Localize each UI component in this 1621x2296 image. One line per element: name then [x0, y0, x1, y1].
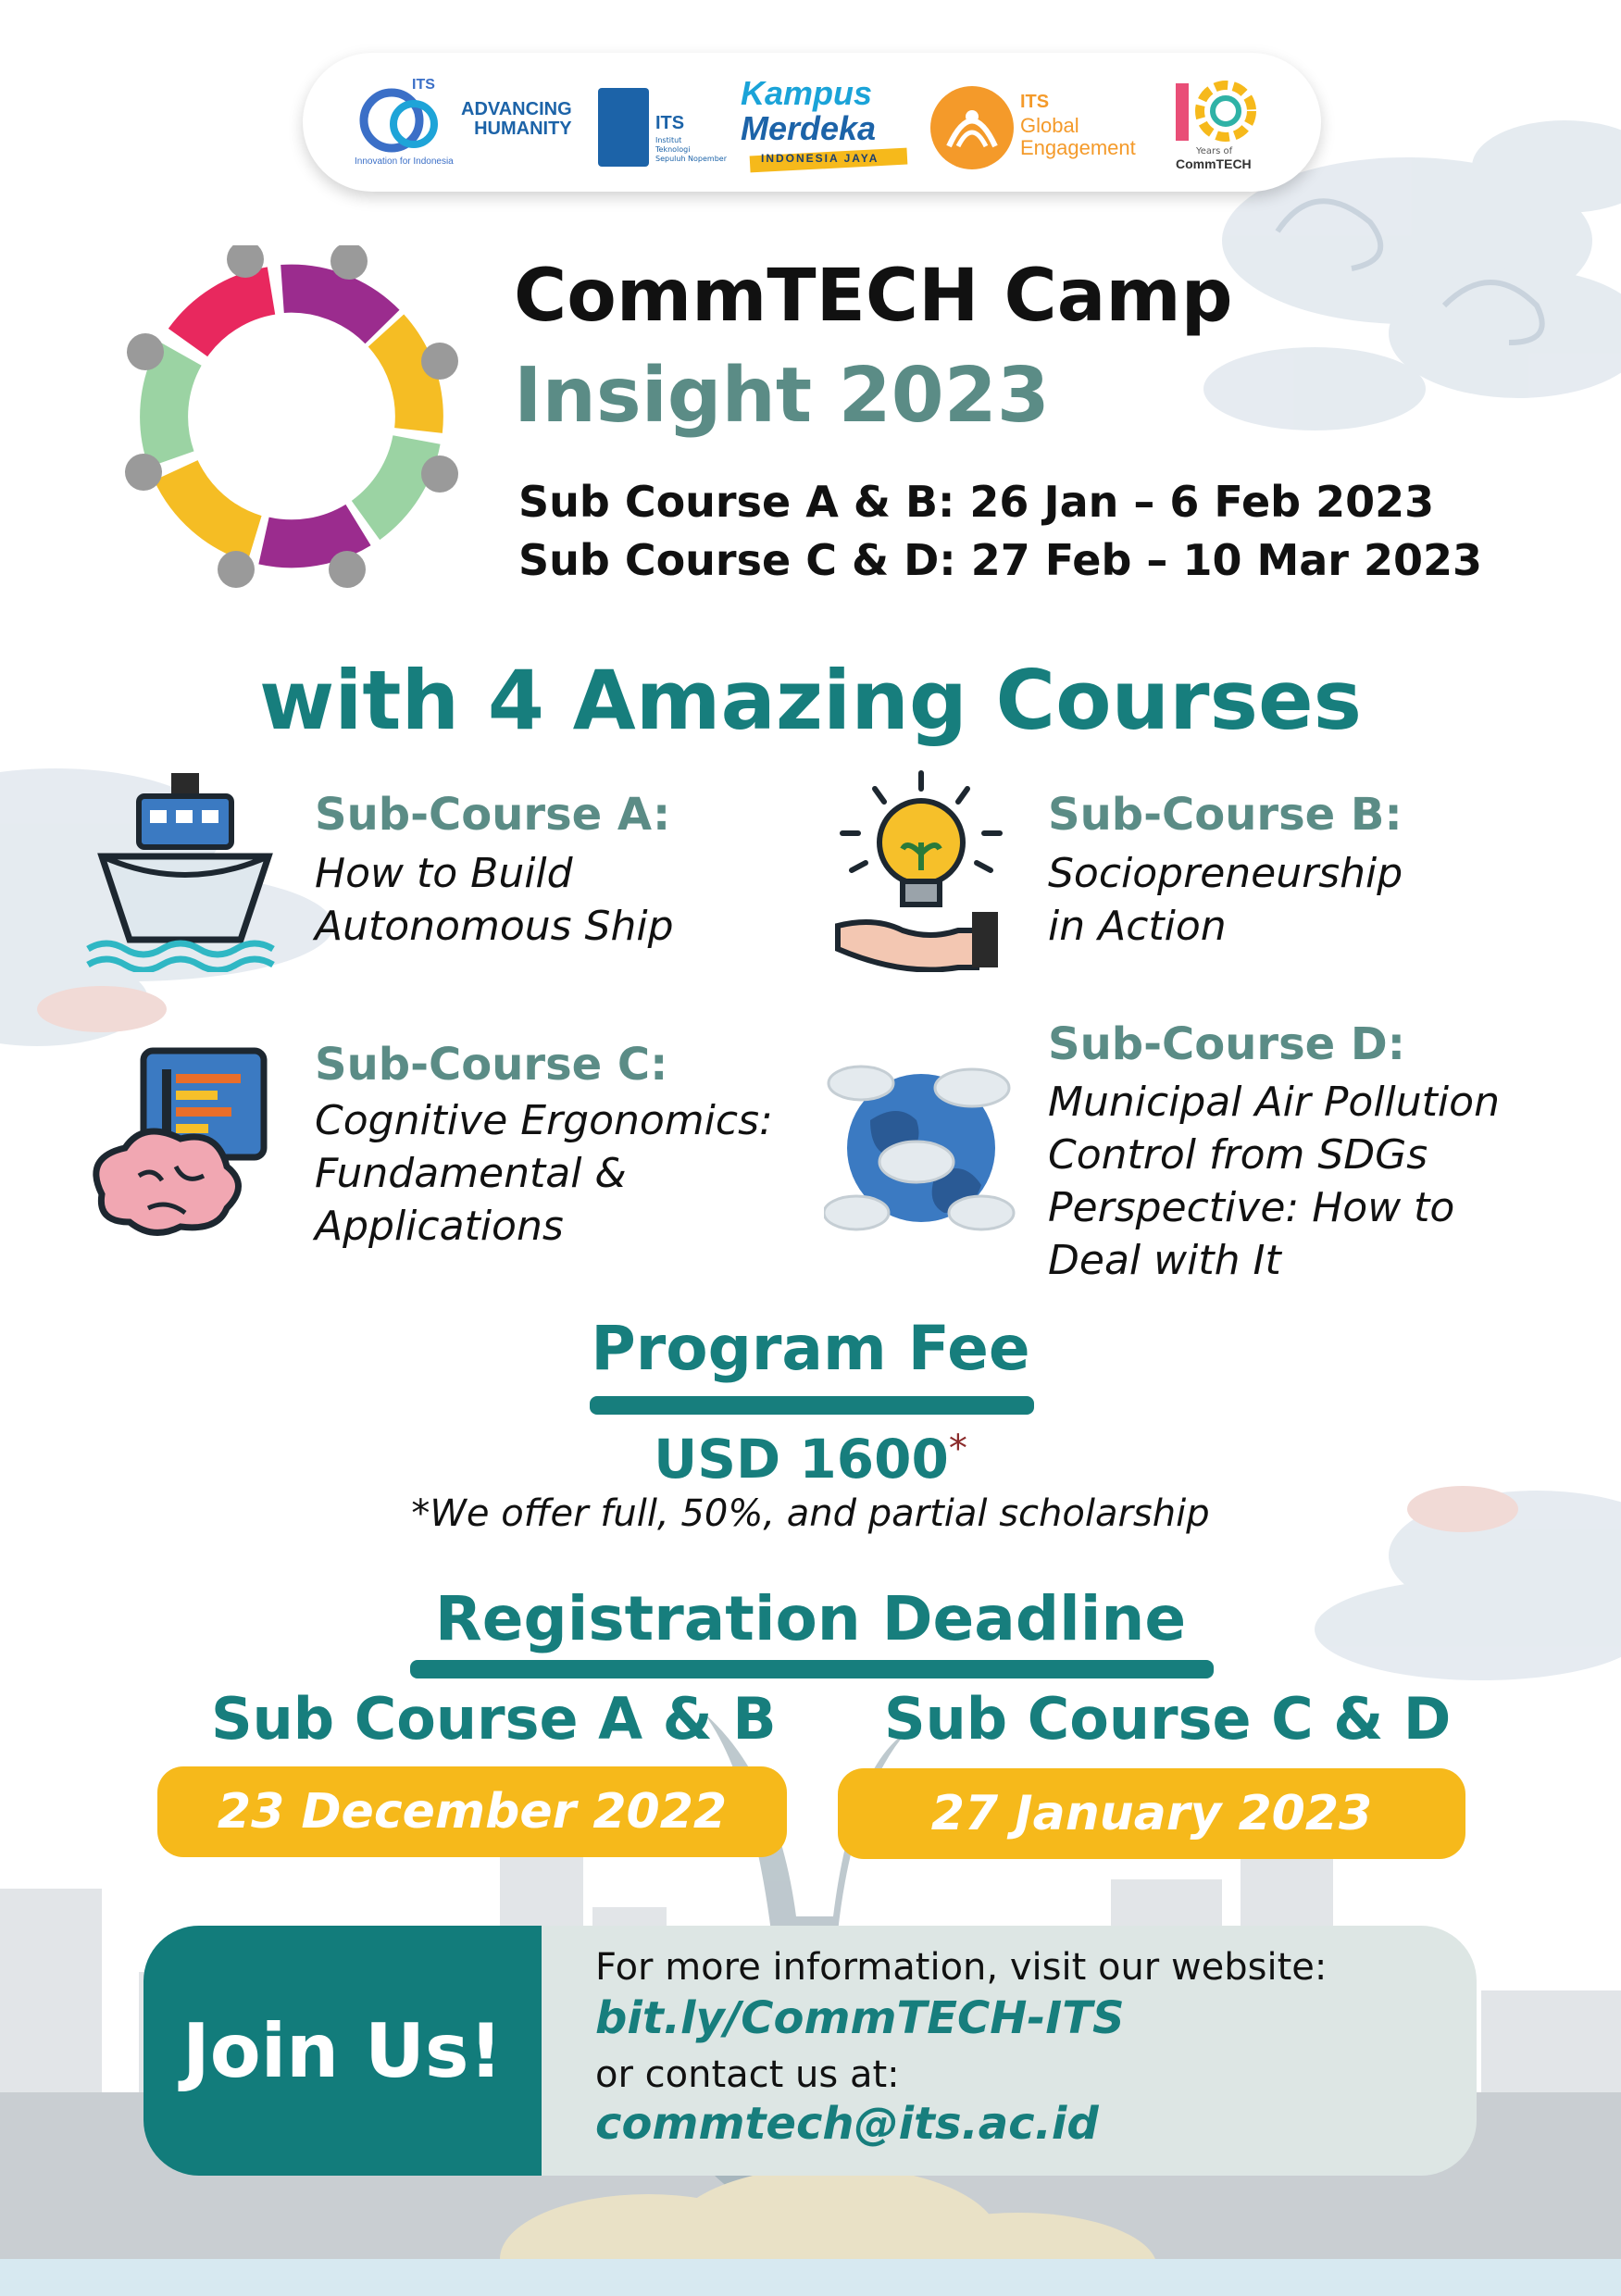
lightbulb-hand-icon — [829, 768, 1014, 972]
kampus-text: Kampus — [741, 74, 873, 112]
its-logo — [598, 88, 737, 171]
course-d-line1: Municipal Air Pollution — [1048, 1079, 1500, 1126]
its62-tagline: Innovation for Indonesia — [355, 156, 454, 167]
course-a-line2: Autonomous Ship — [315, 903, 674, 950]
course-d-line2: Control from SDGs — [1048, 1131, 1428, 1179]
program-fee-underline — [590, 1396, 1034, 1415]
global-engagement-logo — [926, 81, 1166, 174]
deadline-cd-label: Sub Course C & D — [884, 1685, 1452, 1753]
deadline-ab-pill — [157, 1766, 787, 1857]
deadline-cd-pill — [838, 1768, 1465, 1859]
deadline-underline — [410, 1660, 1214, 1678]
course-c-line1: Cognitive Ergonomics: — [315, 1097, 773, 1144]
courses-heading: with 4 Amazing Courses — [258, 653, 1363, 748]
indonesia-jaya-text: INDONESIA JAYA — [761, 152, 879, 165]
deadline-cd-date: 27 January 2023 — [930, 1786, 1373, 1841]
kampus-merdeka-logo — [741, 76, 916, 178]
email-link[interactable]: commtech@its.ac.id — [595, 2098, 1099, 2150]
join-us-label: Join Us! — [181, 2007, 503, 2094]
its62-label: ITS — [412, 77, 435, 93]
commtech-ring-logo — [120, 245, 463, 588]
info-contact-text: or contact us at: — [595, 2053, 900, 2096]
date-cd: Sub Course C & D: 27 Feb – 10 Mar 2023 — [518, 535, 1483, 585]
its-62-logo — [347, 76, 458, 168]
humanity-text: HUMANITY — [474, 119, 572, 139]
ge-global-text: Global — [1020, 114, 1079, 137]
scholarship-note: *We offer full, 50%, and partial scholarship — [411, 1492, 1210, 1535]
ten-commtech-text: CommTECH — [1176, 156, 1252, 171]
advancing-text: ADVANCING — [461, 99, 572, 119]
merdeka-text: Merdeka — [741, 108, 877, 147]
its-sub2: Teknologi — [655, 145, 691, 154]
course-c-line2: Fundamental & — [315, 1150, 627, 1197]
its-sub3: Sepuluh Nopember — [655, 155, 728, 163]
fee-amount: USD 1600 — [654, 1428, 949, 1491]
course-d-line3: Perspective: How to — [1048, 1184, 1455, 1231]
info-website-text: For more information, visit our website: — [595, 1946, 1328, 1989]
program-fee-title: Program Fee — [591, 1313, 1030, 1384]
course-b-label: Sub-Course B: — [1048, 789, 1403, 841]
advancing-humanity-logo — [461, 100, 572, 139]
course-a-line1: How to Build — [315, 850, 573, 897]
ten-years-text: Years of — [1196, 146, 1233, 156]
join-us-button[interactable] — [143, 1926, 542, 2176]
earth-clouds-icon — [824, 1055, 1018, 1241]
course-b-line1: Sociopreneurship — [1048, 850, 1403, 897]
date-ab: Sub Course A & B: 26 Jan – 6 Feb 2023 — [518, 477, 1435, 527]
course-c-line3: Applications — [315, 1203, 564, 1250]
ge-its-text: ITS — [1020, 92, 1050, 112]
page-subtitle: Insight 2023 — [514, 352, 1050, 440]
course-c-label: Sub-Course C: — [315, 1039, 668, 1091]
its-label: ITS — [655, 113, 685, 133]
page-title: CommTECH Camp — [514, 255, 1233, 338]
website-link[interactable]: bit.ly/CommTECH-ITS — [595, 1992, 1125, 2044]
course-d-line4: Deal with It — [1048, 1237, 1281, 1284]
fee-asterisk: * — [948, 1428, 967, 1470]
ge-engagement-text: Engagement — [1020, 136, 1136, 159]
fee-amount-wrap — [0, 1428, 1621, 1491]
course-b-line2: in Action — [1048, 903, 1227, 950]
course-d-label: Sub-Course D: — [1048, 1018, 1405, 1070]
global-engagement-icon — [926, 81, 1018, 174]
its-sub1: Institut — [655, 136, 682, 144]
its-emblem-icon — [598, 88, 649, 167]
ship-icon — [83, 768, 287, 972]
deadline-ab-label: Sub Course A & B — [211, 1685, 777, 1753]
course-a-label: Sub-Course A: — [315, 789, 671, 841]
deadline-ab-date: 23 December 2022 — [217, 1784, 728, 1840]
brain-chart-icon — [83, 1046, 287, 1241]
deadline-title: Registration Deadline — [434, 1583, 1187, 1654]
ten-years-commtech-logo — [1168, 76, 1261, 178]
